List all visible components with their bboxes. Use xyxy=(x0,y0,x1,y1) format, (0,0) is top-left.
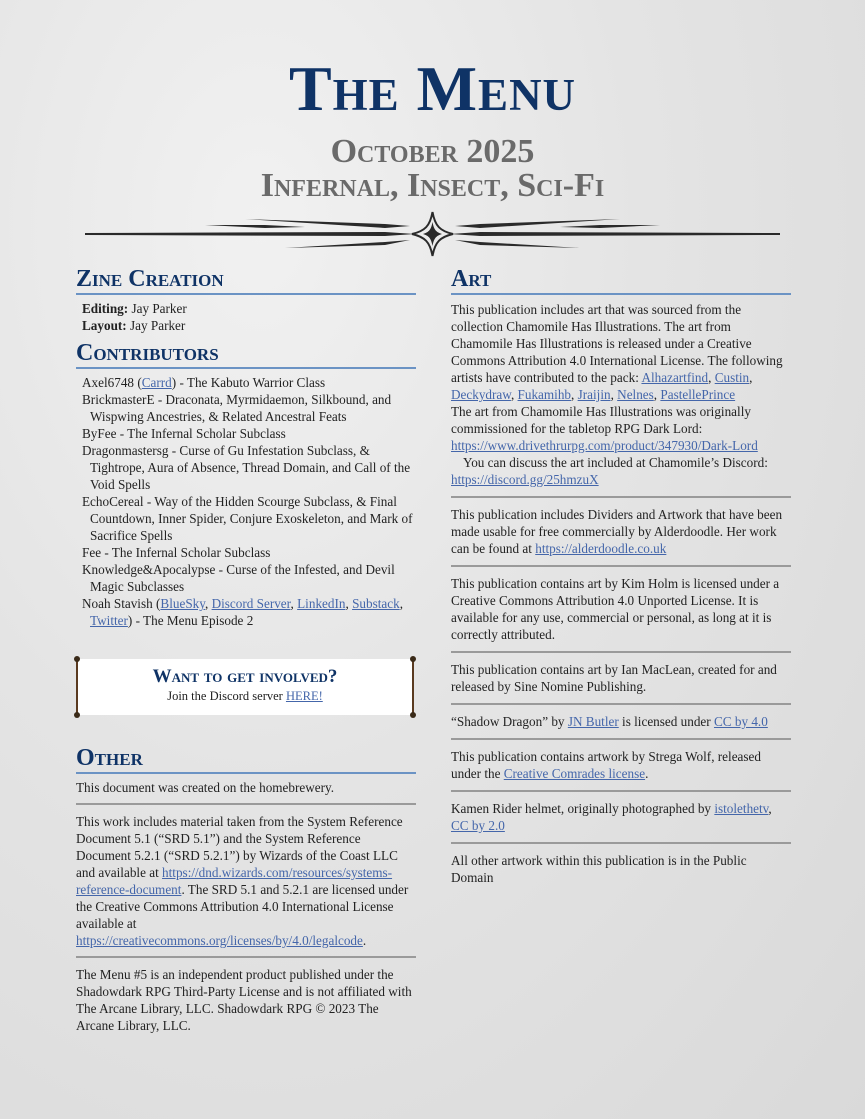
divider-line xyxy=(76,803,416,805)
linkedin-link[interactable]: LinkedIn xyxy=(297,596,346,611)
bluesky-link[interactable]: BlueSky xyxy=(160,596,205,611)
zine-creation-heading: Zine Creation xyxy=(76,266,416,295)
strega-wolf-paragraph: This publication contains artwork by Strega Wolf, released under the Creative Comrades license. xyxy=(451,749,761,781)
divider-line xyxy=(451,738,791,740)
ian-maclean-paragraph: This publication contains art by Ian MacLean, created for and released by Sine Nomine Publishing. xyxy=(451,662,777,694)
twitter-link[interactable]: Twitter xyxy=(90,613,128,628)
public-domain-paragraph: All other artwork within this publication is in the Public Domain xyxy=(451,853,747,885)
divider-line xyxy=(451,790,791,792)
ornamental-divider xyxy=(85,210,780,258)
jn-butler-link[interactable]: JN Butler xyxy=(567,714,619,729)
callout-text: Join the Discord server HERE! xyxy=(167,689,323,703)
artist-link[interactable]: Deckydraw xyxy=(451,387,511,402)
artist-link[interactable]: Fukamihb xyxy=(517,387,572,402)
divider-line xyxy=(451,565,791,567)
dark-lord-paragraph: The art from Chamomile Has Illustrations was originally commissioned for the tabletop RPG Dark Lord: https://www.drivethrurpg.com/product/347930/Dark-Lord xyxy=(451,404,758,453)
dark-lord-link[interactable]: https://www.drivethrurpg.com/product/347930/Dark-Lord xyxy=(451,438,758,453)
editing-credit: Editing: Jay Parker xyxy=(82,301,187,316)
contributor-item: Fee - The Infernal Scholar Subclass xyxy=(82,545,271,560)
contributor-item: BrickmasterE - Draconata, Myrmidaemon, Silkbound, and Wispwing Ancestries, & Related Ancestral Feats xyxy=(82,392,392,424)
alderdoodle-link[interactable]: https://alderdoodle.co.uk xyxy=(535,541,667,556)
issue-date: October 2025 xyxy=(330,133,535,170)
substack-link[interactable]: Substack xyxy=(352,596,400,611)
divider-line xyxy=(451,842,791,844)
artist-link[interactable]: Nelnes xyxy=(617,387,654,402)
get-involved-callout xyxy=(76,659,414,715)
carrd-link[interactable]: Carrd xyxy=(141,375,172,390)
shadow-dragon-paragraph: “Shadow Dragon” by JN Butler is licensed under CC by 4.0 xyxy=(451,714,768,729)
cc-by-2-link[interactable]: CC by 2.0 xyxy=(451,818,505,833)
shadowdark-license-paragraph: The Menu #5 is an independent product published under the Shadowdark RPG Third-Party License and is not affiliated with The Arcane Library, LLC. Shadowdark RPG © 2023 The Arcane Library, LLC. xyxy=(76,967,412,1033)
chamomile-discord-link[interactable]: https://discord.gg/25hmzuX xyxy=(451,472,599,487)
zine-credits xyxy=(82,300,416,334)
contributor-item: Knowledge&Apocalypse - Curse of the Infested, and Devil Magic Subclasses xyxy=(82,562,395,594)
kamen-rider-paragraph: Kamen Rider helmet, originally photographed by istolethetv, CC by 2.0 xyxy=(451,801,772,833)
contributor-item: Axel6748 (Carrd) - The Kabuto Warrior Class xyxy=(82,375,326,390)
divider-line xyxy=(451,703,791,705)
divider-line xyxy=(451,496,791,498)
discord-server-link[interactable]: Discord Server xyxy=(211,596,291,611)
artist-link[interactable]: Custin xyxy=(714,370,750,385)
srd-paragraph: This work includes material taken from the System Reference Document 5.1 (“SRD 5.1”) and the System Reference Document 5.2.1 (“SRD 5.2.1”) by Wizards of the Coast LLC and available at https://dnd.wizards.com/resources/systems-reference-document. The SRD 5.1 and 5.2.1 are licensed under the Creative Commons Attribution 4.0 International License available at https://creativecommons.org/licenses/by/4.0/legalcode. xyxy=(76,814,409,948)
other-paragraph: This document was created on the homebrewery. xyxy=(76,780,335,795)
issue-themes: Infernal, Insect, Sci-Fi xyxy=(260,167,605,204)
creative-comrades-link[interactable]: Creative Comrades license xyxy=(503,766,646,781)
contributor-item: Noah Stavish (BlueSky, Discord Server, LinkedIn, Substack, Twitter) - The Menu Episode 2 xyxy=(82,596,403,628)
alderdoodle-paragraph: This publication includes Dividers and Artwork that have been made usable for free commercially by Alderdoodle. Her work can be found at https://alderdoodle.co.uk xyxy=(451,507,783,556)
chamomile-paragraph: This publication includes art that was sourced from the collection Chamomile Has Illustrations. The art from Chamomile Has Illustrations is released under a Creative Commons Attribution 4.0 International License. The following artists have contributed to the pack: Alhazartfind, Custin, Deckydraw, Fukamihb, Jraijin, Nelnes, PastellePrince xyxy=(451,302,783,402)
artist-link[interactable]: PastellePrince xyxy=(660,387,736,402)
contributors-list xyxy=(82,374,416,629)
artist-link[interactable]: Alhazartfind xyxy=(641,370,709,385)
art-heading: Art xyxy=(451,266,791,295)
divider-line xyxy=(76,956,416,958)
artist-link[interactable]: Jraijin xyxy=(577,387,611,402)
contributor-item: Dragonmastersg - Curse of Gu Infestation Subclass, & Tightrope, Aura of Absence, Thread Domain, and Call of the Void Spells xyxy=(82,443,411,492)
contributor-item: EchoCereal - Way of the Hidden Scourge Subclass, & Final Countdown, Inner Spider, Conjure Exoskeleton, and Mark of Sacrifice Spells xyxy=(82,494,413,543)
left-column xyxy=(76,266,416,1034)
page-title: The Menu xyxy=(288,53,577,124)
right-column xyxy=(451,266,791,886)
cc-license-link[interactable]: https://creativecommons.org/licenses/by/4.0/legalcode xyxy=(76,933,363,948)
cc-by-4-link[interactable]: CC by 4.0 xyxy=(713,714,768,729)
kim-holm-paragraph: This publication contains art by Kim Holm is licensed under a Creative Commons Attribution 4.0 Unported License. It is available for any use, commercial or personal, as long at it is correctly attributed. xyxy=(451,576,780,642)
other-heading: Other xyxy=(76,745,416,774)
divider-line xyxy=(451,651,791,653)
discord-paragraph: You can discuss the art included at Chamomile’s Discord: https://discord.gg/25hmzuX xyxy=(451,455,768,487)
discord-here-link[interactable]: HERE! xyxy=(285,689,323,703)
layout-credit: Layout: Jay Parker xyxy=(82,318,186,333)
contributors-heading: Contributors xyxy=(76,340,416,369)
srd-link[interactable]: https://dnd.wizards.com/resources/systems-reference-document xyxy=(76,865,393,897)
contributor-item: ByFee - The Infernal Scholar Subclass xyxy=(82,426,286,441)
callout-title: Want to get involved? xyxy=(152,666,338,687)
istolethetv-link[interactable]: istolethetv xyxy=(714,801,769,816)
